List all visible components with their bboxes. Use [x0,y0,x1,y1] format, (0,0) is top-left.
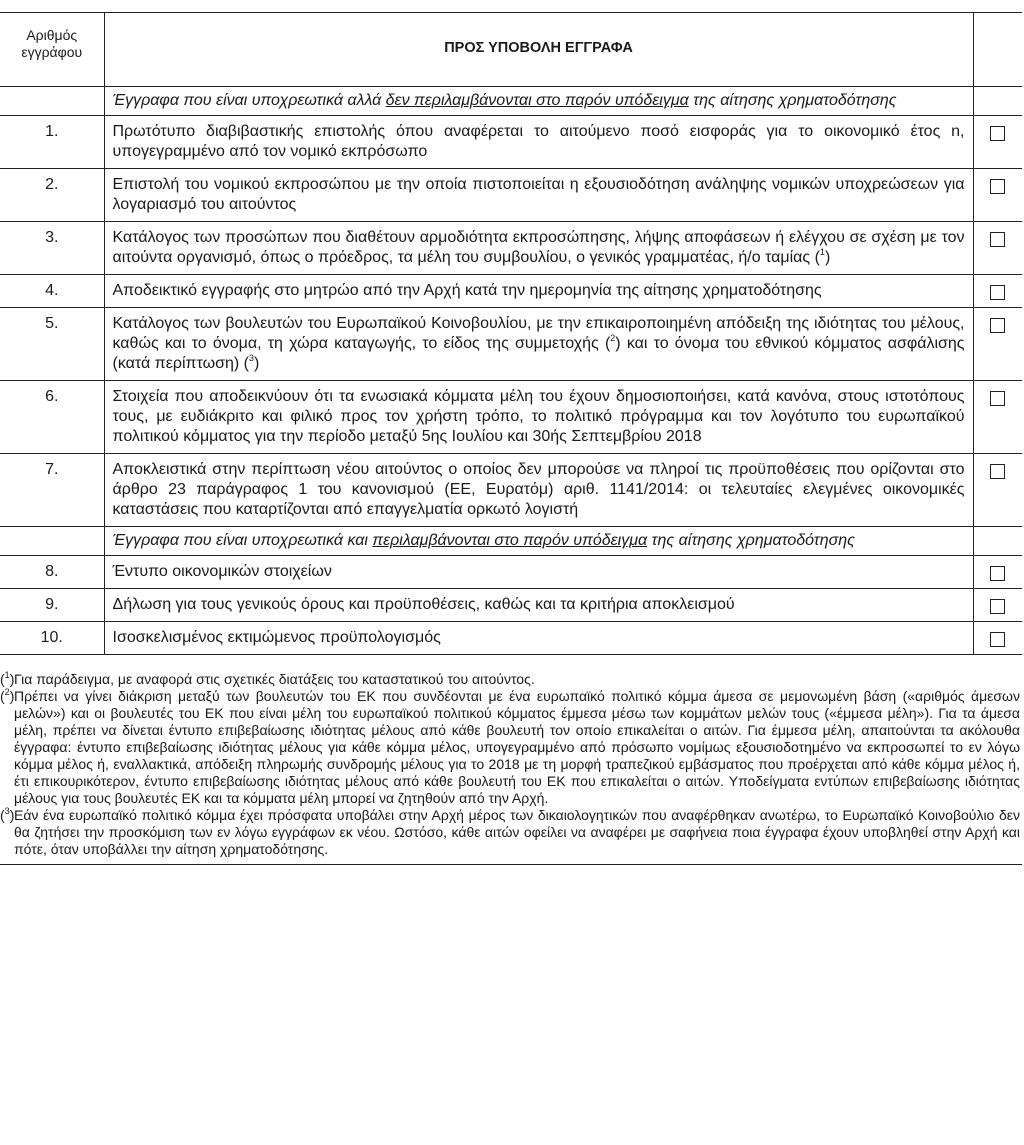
document-checkbox[interactable] [990,599,1005,614]
section-heading-row [0,527,1022,556]
row-text: Κατάλογος των βουλευτών του Ευρωπαϊκού Κοινοβουλίου, με την επικαιροποιημένη απόδειξη της ιδιότητας του μέλους, καθώς και το όνομα, τη χώρα καταγωγής, το είδος της συμμετοχής ($^2$) και το όνομα του εθνικού κόμματος ασφάλισης (κατά περίπτωση) ($^3$) [104,308,973,381]
row-text: Αποκλειστικά στην περίπτωση νέου αιτούντος ο οποίος δεν μπορούσε να πληροί τις προϋποθέσεις που ορίζονται στο άρθρο 23 παράγραφος 1 του κανονισμού (ΕΕ, Ευρατόμ) αριθ. 1141/2014: οι τελευταίες ελεγμένες οικονομικές καταστάσεις που καταρτίζονται από επαγγελματία ορκωτό λογιστή [104,454,973,527]
section-heading-row [0,87,1022,116]
table-row [0,556,1022,589]
table-row [0,308,1022,381]
row-number: 3. [0,222,104,275]
section-heading-included: Έγγραφα που είναι υποχρεωτικά και περιλαμβάνονται στο παρόν υπόδειγμα της αίτησης χρηματοδότησης [104,527,973,556]
row-text: Δήλωση για τους γενικούς όρους και προϋποθέσεις, καθώς και τα κριτήρια αποκλεισμού [104,589,973,622]
header-checkbox-column [973,13,1022,87]
row-text: Στοιχεία που αποδεικνύουν ότι τα ενωσιακά κόμματα μέλη του έχουν δημοσιοποιήσει, κατά κανόνα, στους ιστοτόπους τους, με ευδιάκριτο και φιλικό προς τον χρήστη τρόπο, το πολιτικό πρόγραμμα και τον λογότυπο του ευρωπαϊκού πολιτικού κόμματος για την περίοδο μεταξύ 5ης Ιουλίου και 30ής Σεπτεμβρίου 2018 [104,381,973,454]
documents-table [0,12,1022,655]
row-number: 9. [0,589,104,622]
table-header-row [0,13,1022,87]
row-text: Κατάλογος των προσώπων που διαθέτουν αρμοδιότητα εκπροσώπησης, λήψης αποφάσεων ή ελέγχου σε σχέση με τον αιτούντα οργανισμό, όπως ο πρόεδρος, τα μέλη του συμβουλίου, ο γενικός γραμματέας, ή/ο ταμίας ($^1$) [104,222,973,275]
row-text: Έντυπο οικονομικών στοιχείων [104,556,973,589]
document-checkbox[interactable] [990,464,1005,479]
table-row [0,169,1022,222]
row-number: 7. [0,454,104,527]
row-number: 4. [0,275,104,308]
row-number: 6. [0,381,104,454]
document [0,12,1024,865]
header-number-column: Αριθμός εγγράφου [0,13,104,87]
row-number: 2. [0,169,104,222]
document-checkbox[interactable] [990,179,1005,194]
section-heading-not-included: Έγγραφα που είναι υποχρεωτικά αλλά δεν περιλαμβάνονται στο παρόν υπόδειγμα της αίτησης χρηματοδότησης [104,87,973,116]
table-row [0,275,1022,308]
table-row [0,622,1022,655]
document-checkbox[interactable] [990,391,1005,406]
row-number: 5. [0,308,104,381]
row-number: 1. [0,116,104,169]
footnote-ref: 3 [249,352,255,363]
table-row [0,454,1022,527]
footnotes [0,671,1022,865]
table-row [0,381,1022,454]
document-checkbox[interactable] [990,632,1005,647]
row-number: 8. [0,556,104,589]
document-checkbox[interactable] [990,566,1005,581]
row-text: Ισοσκελισμένος εκτιμώμενος προϋπολογισμός [104,622,973,655]
document-checkbox[interactable] [990,318,1005,333]
footnote-ref: 1 [819,246,825,257]
footnote-3: ($^3$) Εάν ένα ευρωπαϊκό πολιτικό κόμμα έχει πρόσφατα υποβάλει στην Αρχή μέρος των δικαιολογητικών που αναφέρθηκαν ανωτέρω, το Ευρωπαϊκό Κοινοβούλιο δεν θα ζητήσει την προσκόμιση των εν λόγω εγγράφων εκ νέου. Ωστόσο, κάθε αιτών οφείλει να αναφέρει με σαφήνεια ποια έγγραφα έχουν υποβληθεί στην Αρχή και πότε, όταν υποβάλλει την αίτηση χρηματοδότησης. [0,806,1020,857]
header-title: ΠΡΟΣ ΥΠΟΒΟΛΗ ΕΓΓΡΑΦΑ [104,13,973,87]
footnote-ref: 2 [610,332,616,343]
document-checkbox[interactable] [990,285,1005,300]
table-row [0,222,1022,275]
document-checkbox[interactable] [990,126,1005,141]
footnote-text: Για παράδειγμα, με αναφορά στις σχετικές διατάξεις του καταστατικού του αιτούντος. [14,671,535,687]
table-row [0,116,1022,169]
table-row [0,589,1022,622]
row-text: Επιστολή του νομικού εκπροσώπου με την οποία πιστοποιείται η εξουσιοδότηση ανάληψης νομικών υποχρεώσεων για λογαριασμό του αιτούντος [104,169,973,222]
footnote-2: ($^2$) Πρέπει να γίνει διάκριση μεταξύ των βουλευτών του ΕΚ που συνδέονται με ένα ευρωπαϊκό πολιτικό κόμμα άμεσα σε μεμονωμένη βάση («αριθμός άμεσων μελών») και οι βουλευτές του ΕΚ που είναι μέλη του ευρωπαϊκού πολιτικού κόμματος έμμεσα μέσω των κομμάτων μελών τους («έμμεσα μέλη»). Για τα άμεσα μέλη, πρέπει να δίνεται έντυπο επιβεβαίωσης ιδιότητας μέλους από κάθε βουλευτή τον οποίο επικαλείται ο αιτών. Για έμμεσα μέλη, απαιτούνται τα ακόλουθα έγγραφα: έντυπο επιβεβαίωσης ιδιότητας μέλους για κάθε κόμμα μέλος, υπογεγραμμένο από πρόσωπο νομίμως εξουσιοδοτημένο να εκπροσωπεί το εν λόγω κόμμα μέλος ή, εναλλακτικά, απόδειξη πληρωμής συνδρομής μέλους για το 2018 με τη μορφή τραπεζικού εμβάσματος που προέρχεται από κάθε κόμμα μέλος ή, έτι επικουρικότερον, έντυπο επιβεβαίωσης ιδιότητας μέλους από κάθε βουλευτή του ΕΚ που επικαλείται ο αιτών. Υποδείγματα εντύπων επιβεβαίωσης ιδιότητας μέλους για τους βουλευτές ΕΚ και τα κόμματα μέλη μπορεί να ζητηθούν από την Αρχή. [0,687,1020,806]
row-number: 10. [0,622,104,655]
footnote-text: Εάν ένα ευρωπαϊκό πολιτικό κόμμα έχει πρόσφατα υποβάλει στην Αρχή μέρος των δικαιολογητικών που αναφέρθηκαν ανωτέρω, το Ευρωπαϊκό Κοινοβούλιο δεν θα ζητήσει την προσκόμιση των εν λόγω εγγράφων εκ νέου. Ωστόσο, κάθε αιτών οφείλει να αναφέρει με σαφήνεια ποια έγγραφα έχουν υποβληθεί στην Αρχή και πότε, όταν υποβάλλει την αίτηση χρηματοδότησης. [14,807,1020,857]
footnote-1: ($^1$) Για παράδειγμα, με αναφορά στις σχετικές διατάξεις του καταστατικού του αιτούντος. [0,671,1022,688]
row-text: Αποδεικτικό εγγραφής στο μητρώο από την Αρχή κατά την ημερομηνία της αίτησης χρηματοδότησης [104,275,973,308]
document-checkbox[interactable] [990,232,1005,247]
row-text: Πρωτότυπο διαβιβαστικής επιστολής όπου αναφέρεται το αιτούμενο ποσό εισφοράς για το οικονομικό έτος n, υπογεγραμμένο από τον νομικό εκπρόσωπο [104,116,973,169]
footnote-text: Πρέπει να γίνει διάκριση μεταξύ των βουλευτών του ΕΚ που συνδέονται με ένα ευρωπαϊκό πολιτικό κόμμα άμεσα σε μεμονωμένη βάση («αριθμός άμεσων μελών») και οι βουλευτές του ΕΚ που είναι μέλη του ευρωπαϊκού πολιτικού κόμματος έμμεσα μέσω των κομμάτων μελών τους («έμμεσα μέλη»). Για τα άμεσα μέλη, πρέπει να δίνεται έντυπο επιβεβαίωσης ιδιότητας μέλους από κάθε βουλευτή τον οποίο επικαλείται ο αιτών. Για έμμεσα μέλη, απαιτούνται τα ακόλουθα έγγραφα: έντυπο επιβεβαίωσης ιδιότητας μέλους για κάθε κόμμα μέλος, υπογεγραμμένο από πρόσωπο νομίμως εξουσιοδοτημένο να εκπροσωπεί το εν λόγω κόμμα μέλος ή, εναλλακτικά, απόδειξη πληρωμής συνδρομής μέλους για το 2018 με τη μορφή τραπεζικού εμβάσματος που προέρχεται από κάθε κόμμα μέλος ή, έτι επικουρικότερον, έντυπο επιβεβαίωσης ιδιότητας μέλους από κάθε βουλευτή του ΕΚ που επικαλείται ο αιτών. Υποδείγματα εντύπων επιβεβαίωσης ιδιότητας μέλους για τους βουλευτές ΕΚ και τα κόμματα μέλη μπορεί να ζητηθούν από την Αρχή. [14,688,1020,806]
